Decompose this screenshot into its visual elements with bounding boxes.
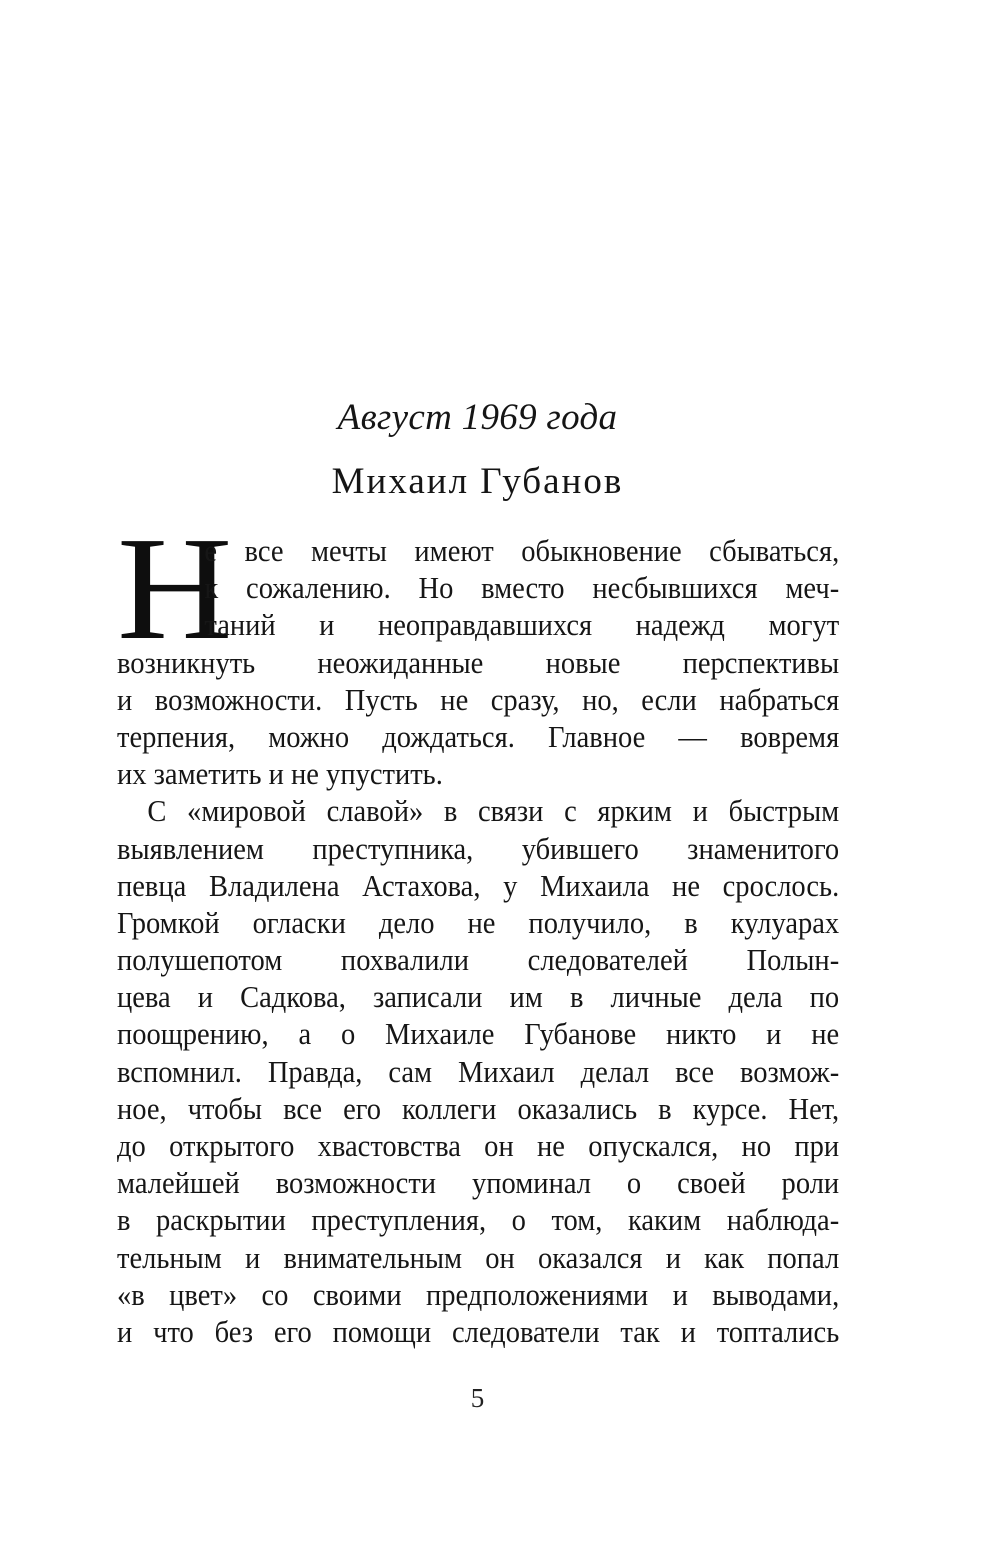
drop-cap-letter: Н bbox=[117, 507, 233, 671]
text-line: е все мечты имеют обыкновение сбываться, bbox=[204, 533, 840, 568]
text-line: поощрению, а о Михаиле Губанове никто и не bbox=[117, 1016, 840, 1052]
text-line: ное, чтобы все его коллеги оказались в курсе. Нет, bbox=[117, 1090, 840, 1126]
paragraph-2 bbox=[117, 792, 839, 1350]
body-text bbox=[117, 507, 840, 1350]
text-line: возникнуть неожиданные новые перспективы bbox=[117, 644, 840, 680]
text-line: выявлением преступника, убившего знаменитого bbox=[117, 830, 840, 866]
text-line: «в цвет» со своими предположениями и выводами, bbox=[117, 1276, 840, 1312]
chapter-date-subtitle: Август 1969 года bbox=[337, 397, 618, 438]
text-line: тельным и внимательным он оказался и как попал bbox=[117, 1239, 840, 1275]
page-number: 5 bbox=[470, 1383, 485, 1413]
text-line: малейшей возможности упоминал о своей роли bbox=[117, 1165, 840, 1201]
text-line: цева и Садкова, записали им в личные дела по bbox=[117, 979, 840, 1015]
text-line: полушепотом похвалили следователей Полын- bbox=[117, 942, 840, 978]
text-line: в раскрытии преступления, о том, каким наблюда- bbox=[117, 1202, 840, 1238]
text-line: терпения, можно дождаться. Главное — вовремя bbox=[117, 718, 840, 754]
text-line: к сожалению. Но вместо несбывшихся меч- bbox=[204, 570, 840, 606]
paragraph-1 bbox=[117, 507, 840, 792]
text-line: Громкой огласки дело не получило, в кулуарах bbox=[117, 904, 840, 940]
text-line: и возможности. Пусть не сразу, но, если набраться bbox=[117, 681, 840, 717]
text-line: таний и неоправдавшихся надежд могут bbox=[204, 607, 840, 643]
text-line: С «мировой славой» в связи с ярким и быстрым bbox=[147, 793, 840, 829]
text-line: вспомнил. Правда, сам Михаил делал все возмож- bbox=[117, 1053, 840, 1089]
text-line: их заметить и не упустить. bbox=[117, 756, 443, 792]
text-line: певца Владилена Астахова, у Михаила не срослось. bbox=[117, 867, 840, 903]
chapter-title: Михаил Губанов bbox=[331, 461, 624, 502]
text-line: и что без его помощи следователи так и топтались bbox=[117, 1313, 840, 1349]
text-line: до открытого хвастовства он не опускался, но при bbox=[117, 1128, 840, 1163]
